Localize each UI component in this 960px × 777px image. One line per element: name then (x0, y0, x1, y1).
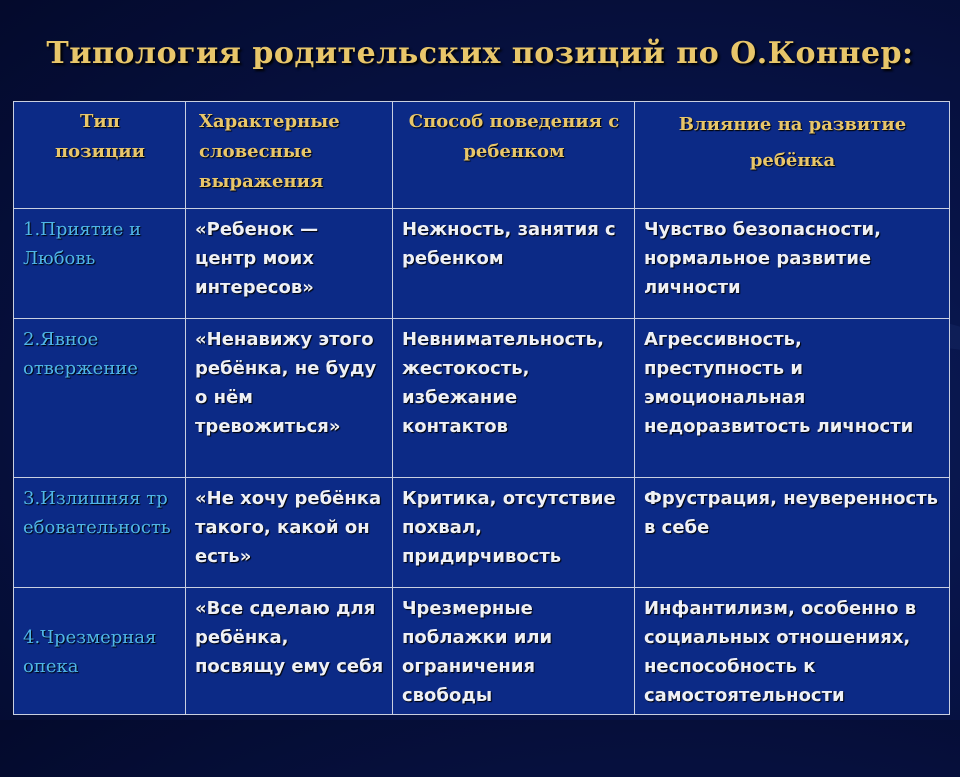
table-row (14, 319, 950, 478)
slide-title: Типология родительских позиций по О.Коннер: (46, 36, 914, 71)
row-type-cell: 1.Приятие и Любовь (14, 209, 186, 319)
row-behavior-cell: Чрезмерные поблажки или ограничения свободы (393, 588, 635, 715)
row-phrase-cell: «Ребенок — центр моих интересов» (186, 209, 393, 319)
header-type: Тип позиции (14, 102, 186, 209)
table-row (14, 588, 950, 715)
row-type-cell: 4.Чрезмерная опека (14, 588, 186, 715)
table-row (14, 478, 950, 588)
row-phrase-cell: «Ненавижу этого ребёнка, не буду о нём тревожиться» (186, 319, 393, 478)
row-type-cell: 2.Явное отвержение (14, 319, 186, 478)
header-phrases: Характерные словесные выражения (186, 102, 393, 209)
table-header-row (14, 102, 950, 209)
parent-positions-table (13, 101, 950, 715)
header-influence: Влияние на развитие ребёнка (635, 102, 950, 209)
row-influence-cell: Фрустрация, неуверенность в себе (635, 478, 950, 588)
row-type-cell: 3.Излишняя требовательность (14, 478, 186, 588)
header-behavior: Способ поведения с ребенком (393, 102, 635, 209)
row-behavior-cell: Нежность, занятия с ребенком (393, 209, 635, 319)
row-influence-cell: Инфантилизм, особенно в социальных отношениях, неспособность к самостоятельности (635, 588, 950, 715)
row-phrase-cell: «Все сделаю для ребёнка, посвящу ему себя (186, 588, 393, 715)
table-row (14, 209, 950, 319)
row-influence-cell: Чувство безопасности, нормальное развитие личности (635, 209, 950, 319)
row-behavior-cell: Невнимательность, жестокость, избежание контактов (393, 319, 635, 478)
row-behavior-cell: Критика, отсутствие похвал, придирчивость (393, 478, 635, 588)
row-influence-cell: Агрессивность, преступность и эмоциональная недоразвитость личности (635, 319, 950, 478)
row-phrase-cell: «Не хочу ребёнка такого, какой он есть» (186, 478, 393, 588)
